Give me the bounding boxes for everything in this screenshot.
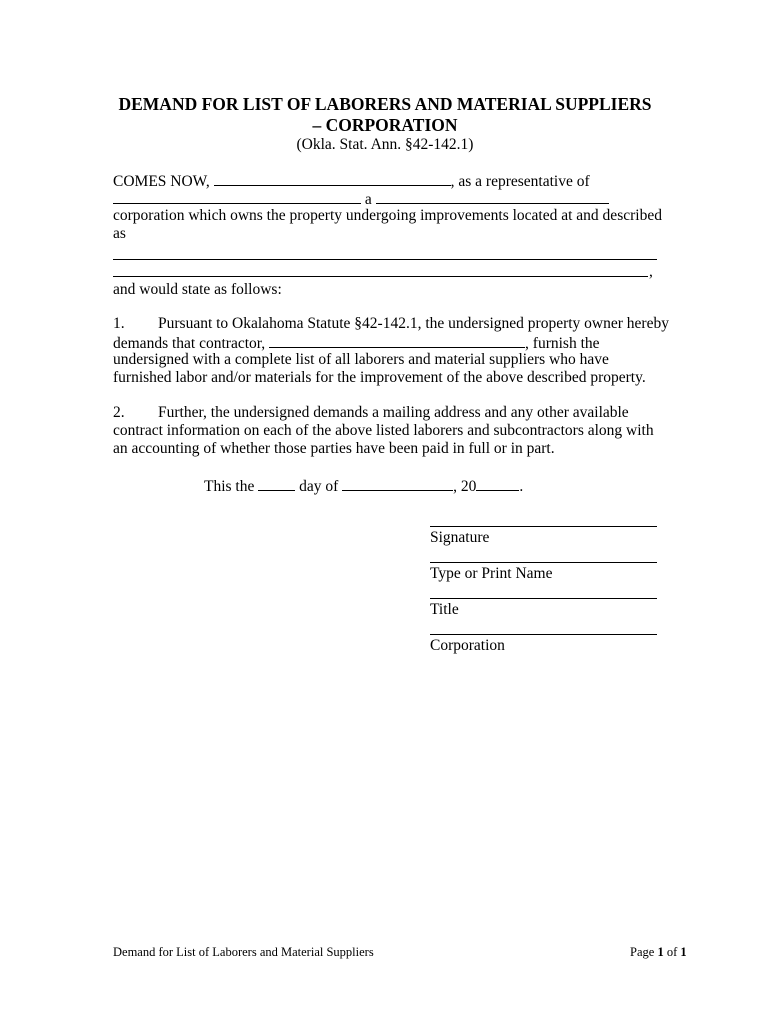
print-name-label: Type or Print Name — [430, 565, 553, 582]
date-line — [204, 476, 523, 496]
contractor-name-blank[interactable] — [269, 333, 525, 348]
title-line-2: – CORPORATION — [312, 115, 458, 135]
property-description-line-2[interactable] — [113, 276, 648, 277]
footer-document-name: Demand for List of Laborers and Material Suppliers — [113, 945, 374, 959]
para2-line1-text: Further, the undersigned demands a mailing address and any other available — [158, 404, 629, 421]
intro-line-4: as — [113, 225, 126, 242]
title-line-1: DEMAND FOR LIST OF LABORERS AND MATERIAL SUPPLIERS — [118, 94, 652, 114]
demands-contractor-text: demands that contractor, — [113, 335, 266, 352]
footer-page-number — [630, 945, 687, 960]
page-total: 1 — [680, 945, 687, 959]
as-representative-text: , as a representative of — [450, 173, 590, 190]
intro-line-3: corporation which owns the property undergoing improvements located at and described — [113, 207, 662, 224]
property-description-line-1[interactable] — [113, 259, 657, 260]
para2-number: 2. — [113, 404, 125, 421]
year-blank[interactable] — [476, 476, 519, 491]
para1-line-3: undersigned with a complete list of all laborers and material suppliers who have — [113, 351, 609, 368]
this-the-text: This the — [204, 478, 255, 495]
para2-line-2: contract information on each of the above listed laborers and subcontractors along with — [113, 422, 654, 439]
intro-line-2 — [113, 189, 609, 209]
representative-name-blank[interactable] — [214, 171, 451, 186]
para1-line-1 — [113, 315, 669, 333]
para1-line-2 — [113, 333, 600, 353]
title-line[interactable] — [430, 598, 657, 599]
furnish-text: , furnish the — [525, 335, 600, 352]
page-word: Page — [630, 945, 655, 959]
signature-line[interactable] — [430, 526, 657, 527]
corporation-line[interactable] — [430, 634, 657, 635]
intro-line-1 — [113, 171, 590, 191]
day-blank[interactable] — [258, 476, 295, 491]
corporation-label: Corporation — [430, 637, 505, 654]
print-name-line[interactable] — [430, 562, 657, 563]
para1-line-4: furnished labor and/or materials for the improvement of the above described property. — [113, 369, 646, 386]
day-of-text: day of — [299, 478, 339, 495]
para2-line-3: an accounting of whether those parties have been paid in full or in part. — [113, 440, 555, 457]
intro-state-follows: and would state as follows: — [113, 281, 282, 298]
state-of-incorporation-blank[interactable] — [376, 189, 609, 204]
a-text: a — [364, 191, 372, 208]
property-description-comma: , — [649, 263, 653, 280]
para1-number: 1. — [113, 315, 125, 332]
page-current: 1 — [657, 945, 664, 959]
statute-citation: (Okla. Stat. Ann. §42-142.1) — [296, 136, 474, 153]
title-label: Title — [430, 601, 459, 618]
month-blank[interactable] — [342, 476, 453, 491]
date-period: . — [519, 478, 524, 495]
signature-label: Signature — [430, 529, 490, 546]
document-title — [110, 94, 660, 136]
para2-line-1 — [113, 404, 629, 422]
of-word: of — [666, 945, 678, 959]
corporation-name-blank[interactable] — [113, 189, 361, 204]
year-prefix-text: , 20 — [453, 478, 477, 495]
para1-line1-text: Pursuant to Okalahoma Statute §42-142.1, the undersigned property owner hereby — [158, 315, 669, 332]
comes-now-text: COMES NOW, — [113, 173, 210, 190]
